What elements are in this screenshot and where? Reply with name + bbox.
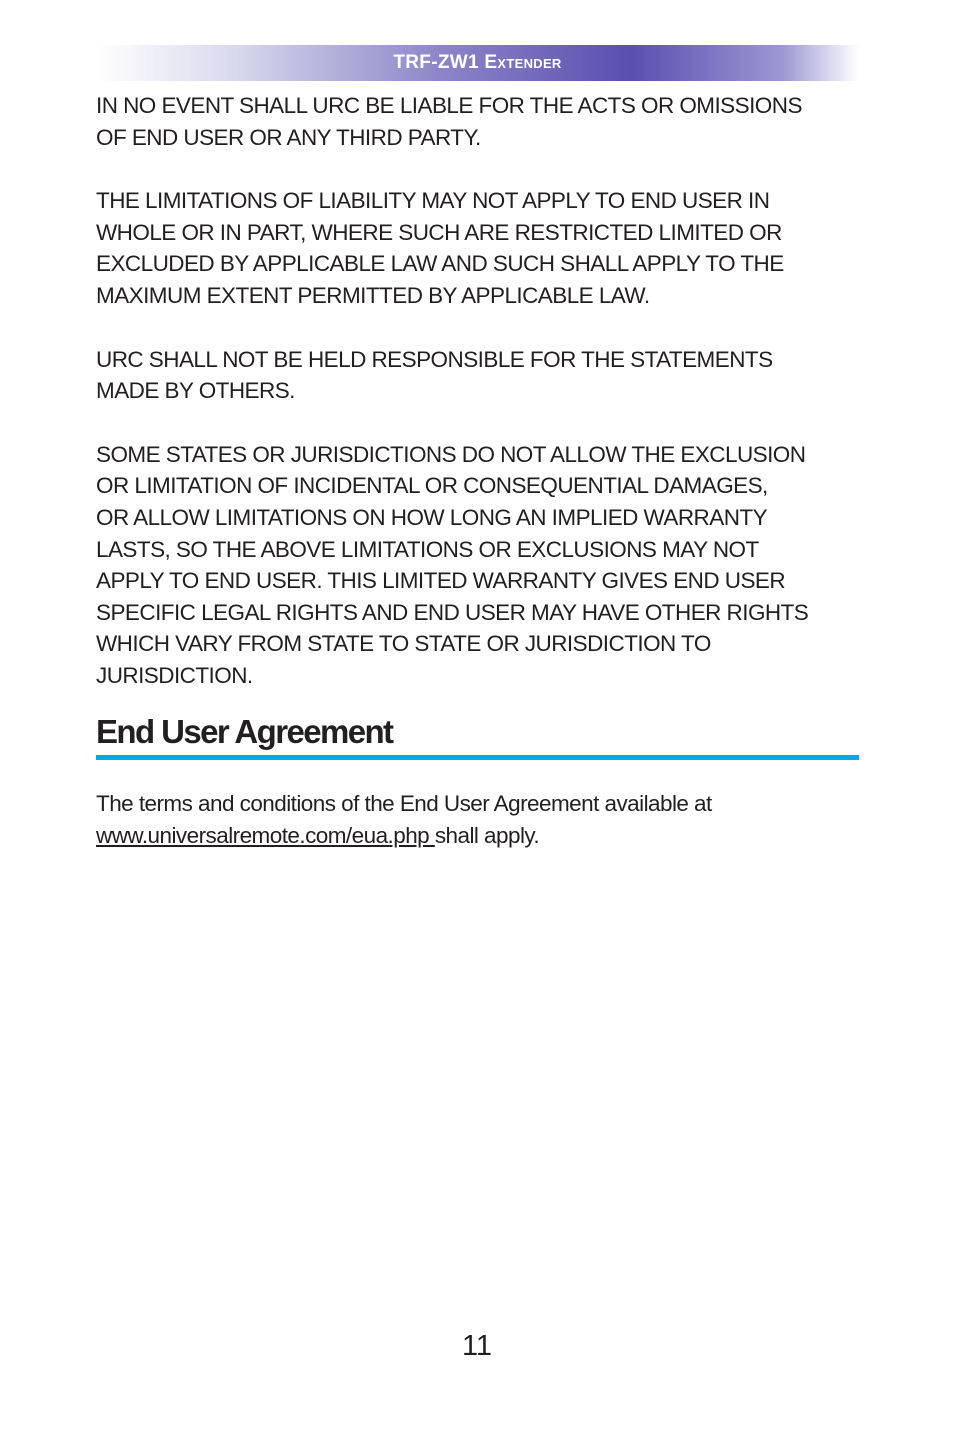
header-title <box>96 52 859 74</box>
section-title: End User Agreement <box>96 713 393 750</box>
header-product: Extender <box>484 52 562 73</box>
section-divider <box>96 755 859 760</box>
paragraph-statements: URC SHALL NOT BE HELD RESPONSIBLE FOR THE STATEMENTS MADE BY OTHERS. <box>96 346 773 404</box>
eua-link[interactable]: www.universalremote.com/eua.php <box>96 822 435 848</box>
paragraph-jurisdictions: SOME STATES OR JURISDICTIONS DO NOT ALLOW THE EXCLUSION OR LIMITATION OF INCIDENTAL OR CONSEQUENTIAL DAMAGES, OR ALLOW LIMITATIONS ON HOW LONG AN IMPLIED WARRANTY LASTS, SO THE ABOVE LIMITATIONS OR EXCLUSIONS MAY NOT APPLY TO END USER. THIS LIMITED WARRANTY GIVES END USER SPECIFIC LEGAL RIGHTS AND END USER MAY HAVE OTHER RIGHTS WHICH VARY FROM STATE TO STATE OR JURISDICTION TO JURISDICTION. <box>96 441 809 688</box>
paragraph-liability-acts: IN NO EVENT SHALL URC BE LIABLE FOR THE ACTS OR OMISSIONS OF END USER OR ANY THIRD PARTY. <box>96 93 802 150</box>
agreement-intro: The terms and conditions of the End User Agreement available at <box>96 791 712 816</box>
legal-text-block <box>96 90 866 724</box>
page-number: 11 <box>461 1330 493 1362</box>
agreement-outro: shall apply. <box>434 822 540 848</box>
header-model: TRF-ZW1 <box>393 52 479 73</box>
agreement-text <box>96 788 866 851</box>
paragraph-limitations: THE LIMITATIONS OF LIABILITY MAY NOT APPLY TO END USER IN WHOLE OR IN PART, WHERE SUCH ARE RESTRICTED LIMITED OR EXCLUDED BY APPLICABLE LAW AND SUCH SHALL APPLY TO THE MAXIMUM EXTENT PERMITTED BY APPLICABLE LAW. <box>96 188 784 308</box>
